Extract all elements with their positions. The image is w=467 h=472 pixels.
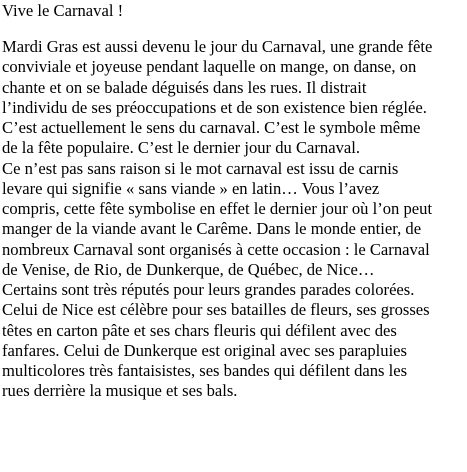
text-line: multicolores très fantaisistes, ses bandes qui défilent dans les	[2, 361, 408, 380]
text-line: C’est actuellement le sens du carnaval. C’est le symbole même	[2, 118, 421, 137]
document-body	[2, 37, 432, 402]
text-line: de Venise, de Rio, de Dunkerque, de Québec, de Nice…	[2, 259, 375, 279]
document-title: Vive le Carnaval !	[2, 1, 124, 20]
text-line: compris, cette fête symbolise en effet le dernier jour où l’on peut	[2, 199, 433, 218]
text-line: Celui de Nice est célèbre pour ses batailles de fleurs, ses grosses	[2, 300, 430, 320]
text-line: Mardi Gras est aussi devenu le jour du Carnaval, une grande fête	[2, 37, 433, 56]
text-line: Certains sont très réputés pour leurs grandes parades colorées.	[2, 280, 415, 299]
text-line: l’individu de ses préoccupations et de son existence bien réglée.	[2, 97, 427, 117]
text-line: têtes en carton pâte et ses chars fleuris qui défilent avec des	[2, 320, 397, 340]
text-line: chante et on se balade déguisés dans les rues. Il distrait	[2, 77, 367, 97]
text-line: manger de la viande avant le Carême. Dans le monde entier, de	[2, 219, 422, 239]
text-line: levare qui signifie « sans viande » en latin… Vous l’avez	[2, 178, 380, 198]
text-line: fanfares. Celui de Dunkerque est original avec ses parapluies	[2, 340, 408, 360]
text-line: rues derrière la musique et ses bals.	[2, 381, 238, 401]
text-line: de la fête populaire. C’est le dernier jour du Carnaval.	[2, 138, 361, 158]
text-line: conviviale et joyeuse pendant laquelle on mange, on danse, on	[2, 57, 417, 77]
text-line: Ce n’est pas sans raison si le mot carnaval est issu de carnis	[2, 158, 399, 178]
text-line: nombreux Carnaval sont organisés à cette occasion : le Carnaval	[2, 239, 430, 259]
